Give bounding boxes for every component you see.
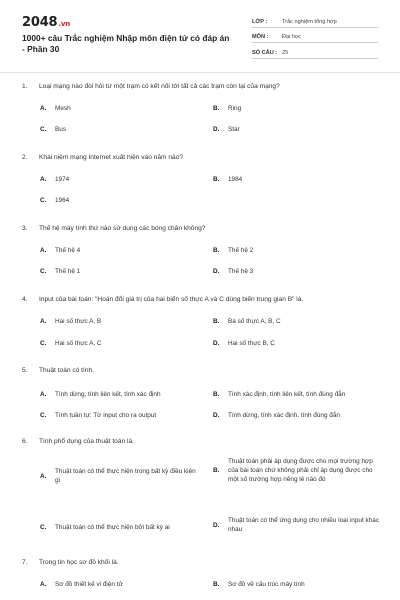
option-b[interactable] <box>213 104 241 113</box>
option-c[interactable] <box>40 267 80 276</box>
option-letter: D. <box>213 126 220 133</box>
question-text <box>22 558 382 567</box>
option-letter: C. <box>40 412 47 419</box>
question-stem: Khái niệm mạng Internet xuất hiện vào năm nào? <box>39 154 184 161</box>
meta-value: Đại học <box>282 34 301 40</box>
option-letter: A. <box>40 472 47 480</box>
option-c[interactable] <box>40 339 102 348</box>
question-text <box>22 366 382 375</box>
question-number: 2. <box>22 154 28 161</box>
option-text: 1984 <box>228 176 243 183</box>
option-text: Sơ đồ thiết kế vi điện tử <box>55 581 123 588</box>
logo-tld: .vn <box>58 20 70 28</box>
option-text: Tính tuần tự: Từ input cho ra output <box>55 412 157 419</box>
option-text: Thuật toán có thể ứng dụng cho nhiều loại input khác nhau <box>228 517 380 533</box>
option-letter: A. <box>40 318 47 325</box>
option-text: Bus <box>55 126 67 133</box>
option-b[interactable] <box>213 246 253 255</box>
question-stem: Loại mạng nào đòi hỏi từ một trạm có kết nối tới tất cả các trạm còn lại của mạng? <box>39 83 280 90</box>
option-c[interactable] <box>40 196 69 205</box>
option-text: Thuật toán có thể thực hiện bởi bất kỳ ai <box>55 524 170 531</box>
option-text: Sơ đồ về cấu trúc máy tính <box>228 581 305 588</box>
option-c[interactable] <box>40 523 170 532</box>
option-letter: D. <box>213 521 220 529</box>
option-letter: C. <box>40 197 47 204</box>
question-text <box>22 295 382 304</box>
meta-row-class <box>252 12 378 28</box>
option-text: Tính xác định, tính liên kết, tính đúng đắn <box>228 391 346 398</box>
logo-main: 2048 <box>22 15 58 30</box>
document-meta-table <box>252 12 378 59</box>
option-c[interactable] <box>40 125 66 134</box>
option-text: Hai số thực A, B <box>55 318 102 325</box>
option-letter: D. <box>213 340 220 347</box>
option-a[interactable] <box>40 246 80 255</box>
option-text: Thế hệ 3 <box>228 268 254 275</box>
option-text: Thuật toán có thể thực hiện trong bất kỳ điều kiện gì <box>55 468 196 484</box>
meta-value: Trắc nghiệm tổng hợp <box>282 18 337 25</box>
option-text: Mesh <box>55 105 71 112</box>
option-a[interactable] <box>40 175 69 184</box>
option-a[interactable] <box>40 467 200 485</box>
question-stem: Thế hệ máy tính thứ nào sử dụng các bóng chân không? <box>39 225 206 232</box>
option-c[interactable] <box>40 411 156 420</box>
option-letter: B. <box>213 391 220 398</box>
meta-key: MÔN : <box>252 34 269 40</box>
option-letter: C. <box>40 340 47 347</box>
option-letter: C. <box>40 268 47 275</box>
option-b[interactable] <box>213 317 281 326</box>
question-stem: Trong tin học sơ đồ khối là. <box>39 559 119 566</box>
question-text <box>22 82 382 91</box>
question-number: 5. <box>22 367 28 374</box>
meta-value: 25 <box>282 49 289 56</box>
document-title: 1000+ câu Trắc nghiệm Nhập môn điện tử có đáp án - Phần 30 <box>22 33 230 54</box>
option-text: Hai số thực A, C <box>55 340 102 347</box>
option-letter: B. <box>213 176 220 183</box>
option-d[interactable] <box>213 125 240 134</box>
option-d[interactable] <box>213 516 383 534</box>
meta-key: LỚP : <box>252 18 268 25</box>
option-letter: C. <box>40 126 47 133</box>
question-stem: Tính phổ dụng của thuật toán là. <box>39 438 134 445</box>
option-text: Ba số thực A, B, C <box>228 318 281 325</box>
site-logo[interactable] <box>22 15 70 30</box>
option-text: Tính dừng, tính liên kết, tính xác định <box>55 391 161 398</box>
option-a[interactable] <box>40 580 123 589</box>
question-stem: Input của bài toán: "Hoán đổi giá trị của hai biến số thực A và C dùng biến trung gian B" là. <box>39 296 304 303</box>
option-d[interactable] <box>213 339 275 348</box>
meta-key: SỐ CÂU : <box>252 49 278 56</box>
option-b[interactable] <box>213 580 305 589</box>
option-text: Hai số thực B, C <box>228 340 275 347</box>
question-text <box>22 437 382 446</box>
option-a[interactable] <box>40 317 101 326</box>
option-letter: A. <box>40 176 47 183</box>
option-letter: B. <box>213 581 220 588</box>
option-text: Tính dừng, tính xác định, tính đúng đắn <box>228 412 340 419</box>
question-number: 1. <box>22 83 28 90</box>
question-number: 4. <box>22 296 28 303</box>
option-a[interactable] <box>40 390 161 399</box>
option-d[interactable] <box>213 267 253 276</box>
option-letter: B. <box>213 318 220 325</box>
option-letter: A. <box>40 581 47 588</box>
option-b[interactable] <box>213 457 383 484</box>
question-number: 7. <box>22 559 28 566</box>
meta-row-count <box>252 43 378 59</box>
option-d[interactable] <box>213 411 340 420</box>
option-text: Ring <box>228 105 242 112</box>
option-b[interactable] <box>213 390 345 399</box>
document-header <box>0 0 400 72</box>
meta-row-subject <box>252 28 378 44</box>
option-letter: B. <box>213 467 220 474</box>
question-number: 6. <box>22 438 28 445</box>
option-letter: A. <box>40 247 47 254</box>
option-text: Thế hệ 2 <box>228 247 254 254</box>
header-divider <box>0 72 400 73</box>
option-letter: D. <box>213 268 220 275</box>
question-text <box>22 153 382 162</box>
option-text: 1964 <box>55 197 70 204</box>
option-b[interactable] <box>213 175 242 184</box>
option-letter: A. <box>40 391 47 398</box>
option-text: Thế hệ 1 <box>55 268 81 275</box>
question-stem: Thuật toán có tính. <box>39 367 94 374</box>
question-number: 3. <box>22 225 28 232</box>
option-letter: B. <box>213 105 220 112</box>
option-letter: B. <box>213 247 220 254</box>
option-a[interactable] <box>40 104 71 113</box>
question-text <box>22 224 382 233</box>
option-text: Thuật toán phải áp dụng được cho mọi trường hợp của bài toán chứ không phải chỉ áp dụng được cho một số trường hợp riêng lẻ nào đó <box>228 458 373 483</box>
option-text: Thế hệ 4 <box>55 247 81 254</box>
option-text: Star <box>228 126 240 133</box>
option-letter: C. <box>40 524 47 531</box>
option-text: 1974 <box>55 176 70 183</box>
option-letter: D. <box>213 412 220 419</box>
option-letter: A. <box>40 105 47 112</box>
